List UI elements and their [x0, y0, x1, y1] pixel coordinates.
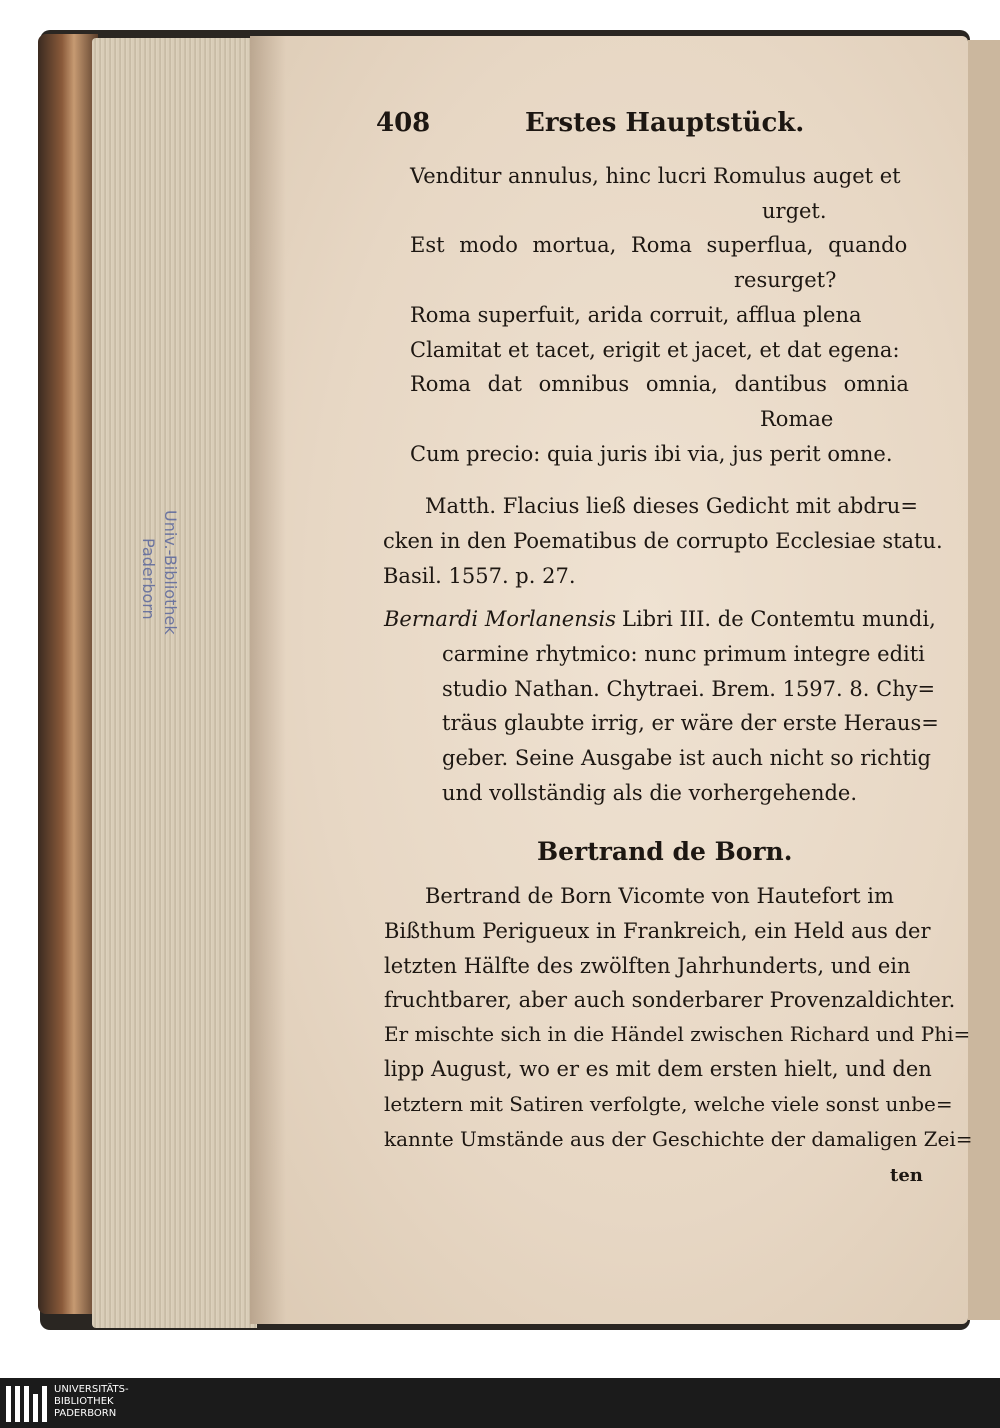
logo-text-line: UNIVERSITÄTS- [54, 1384, 129, 1395]
library-logo-icon [6, 1386, 48, 1422]
poem-line: Roma superfuit, arida corruit, afflua plena [410, 303, 862, 327]
body-line: letztern mit Satiren verfolgte, welche viele sonst unbe= [384, 1092, 953, 1116]
library-logo-text [54, 1384, 129, 1420]
paragraph-line: Matth. Flacius ließ dieses Gedicht mit abdru= [425, 494, 918, 518]
poem-line: Romae [760, 407, 834, 431]
entry-title: Bernardi Morlanensis [384, 607, 616, 631]
running-header: Erstes Hauptstück. [525, 108, 805, 138]
page-gutter-shadow [250, 36, 286, 1324]
body-line: fruchtbarer, aber auch sonderbarer Provenzaldichter. [384, 988, 956, 1012]
entry-line: und vollständig als die vorhergehende. [442, 781, 858, 805]
poem-line: urget. [762, 199, 827, 223]
poem-line: Clamitat et tacet, erigit et jacet, et dat egena: [410, 338, 900, 362]
body-line: Bertrand de Born Vicomte von Hautefort im [425, 884, 894, 908]
paragraph-line: Basil. 1557. p. 27. [383, 564, 576, 588]
logo-text-line: PADERBORN [54, 1408, 117, 1419]
entry-line: geber. Seine Ausgabe ist auch nicht so richtig [442, 746, 931, 770]
stamp-line-1: Univ.-Bibliothek [161, 510, 180, 635]
poem-line: Venditur annulus, hinc lucri Romulus auget et [410, 164, 901, 188]
entry-line: träus glaubte irrig, er wäre der erste Heraus= [442, 711, 939, 735]
page-number: 408 [376, 108, 431, 138]
section-heading: Bertrand de Born. [537, 837, 793, 866]
body-line: kannte Umstände aus der Geschichte der damaligen Zei= [384, 1127, 973, 1151]
logo-text-line: BIBLIOTHEK [54, 1396, 114, 1407]
body-line: Bißthum Perigueux in Frankreich, ein Held aus der [384, 919, 931, 943]
body-line: Er mischte sich in die Händel zwischen Richard und Phi= [384, 1022, 971, 1046]
stamp-line-2: Paderborn [139, 538, 158, 620]
body-line: lipp August, wo er es mit dem ersten hielt, und den [384, 1057, 932, 1081]
footer-bar [0, 1378, 1000, 1428]
body-line: letzten Hälfte des zwölften Jahrhunderts, und ein [384, 954, 911, 978]
entry-line: Libri III. de Contemtu mundi, [622, 607, 936, 631]
paragraph-line: cken in den Poematibus de corrupto Ecclesiae statu. [383, 529, 943, 553]
book-cover-edge [38, 34, 98, 1314]
entry-line: studio Nathan. Chytraei. Brem. 1597. 8. Chy= [442, 677, 936, 701]
poem-line: Est modo mortua, Roma superflua, quando [410, 233, 908, 257]
poem-line: Roma dat omnibus omnia, dantibus omnia [410, 372, 909, 396]
poem-line: Cum precio: quia juris ibi via, jus perit omne. [410, 442, 893, 466]
poem-line: resurget? [734, 268, 837, 292]
catchword: ten [890, 1165, 923, 1186]
entry-line: carmine rhytmico: nunc primum integre editi [442, 642, 925, 666]
library-stamp [140, 510, 200, 700]
